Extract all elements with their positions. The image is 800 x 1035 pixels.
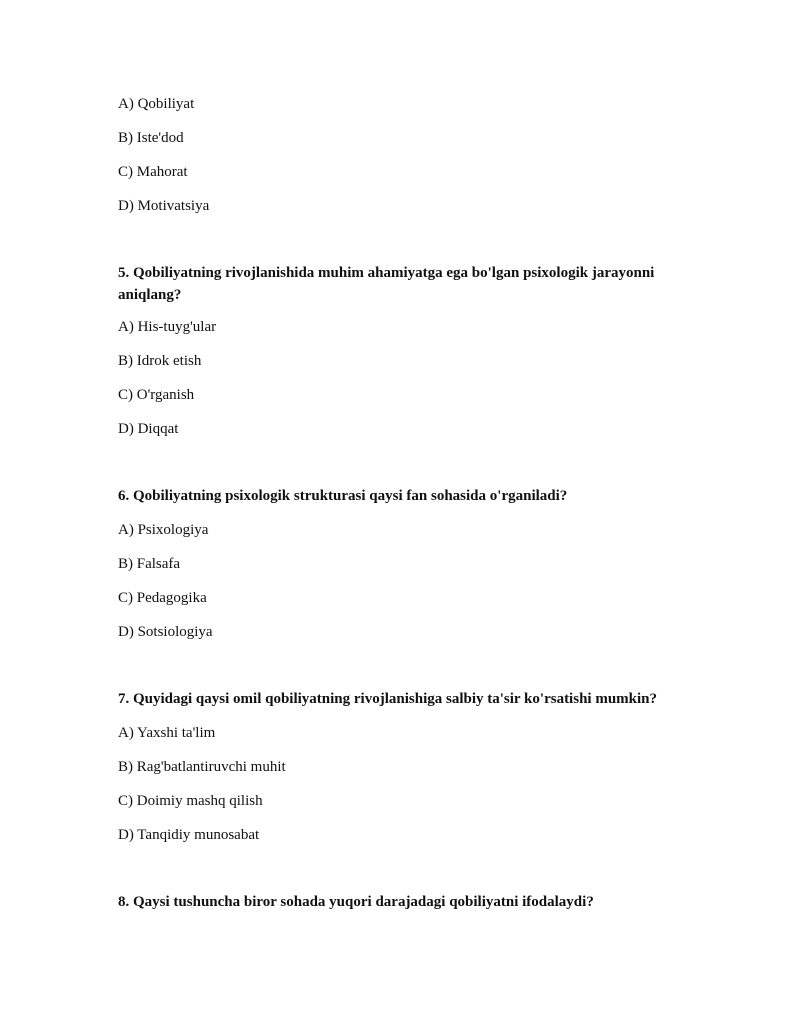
q5-title: 5. Qobiliyatning rivojlanishida muhim ahamiyatga ega bo'lgan psixologik jarayonni aniqlang?	[118, 265, 655, 303]
q7-title: 7. Quyidagi qaysi omil qobiliyatning rivojlanishiga salbiy ta'sir ko'rsatishi mumkin?	[118, 691, 658, 707]
q7-option-a: A) Yaxshi ta'lim	[118, 725, 216, 741]
q4-option-b: B) Iste'dod	[118, 130, 184, 146]
q4-option-d: D) Motivatsiya	[118, 198, 210, 214]
q7-option-b: B) Rag'batlantiruvchi muhit	[118, 759, 286, 775]
q4-option-a: A) Qobiliyat	[118, 96, 195, 112]
q8-title: 8. Qaysi tushuncha biror sohada yuqori darajadagi qobiliyatni ifodalaydi?	[118, 894, 594, 910]
q5-option-c: C) O'rganish	[118, 387, 195, 403]
q6-option-b: B) Falsafa	[118, 556, 181, 572]
q5-option-d: D) Diqqat	[118, 421, 179, 437]
q7-option-c: C) Doimiy mashq qilish	[118, 793, 263, 809]
q5-option-b: B) Idrok etish	[118, 353, 202, 369]
q4-option-c: C) Mahorat	[118, 164, 188, 180]
q6-option-a: A) Psixologiya	[118, 522, 209, 538]
q7-option-d: D) Tanqidiy munosabat	[118, 827, 260, 843]
q6-title: 6. Qobiliyatning psixologik strukturasi qaysi fan sohasida o'rganiladi?	[118, 488, 568, 504]
q5-option-a: A) His-tuyg'ular	[118, 319, 217, 335]
q6-option-d: D) Sotsiologiya	[118, 624, 213, 640]
q6-option-c: C) Pedagogika	[118, 590, 207, 606]
